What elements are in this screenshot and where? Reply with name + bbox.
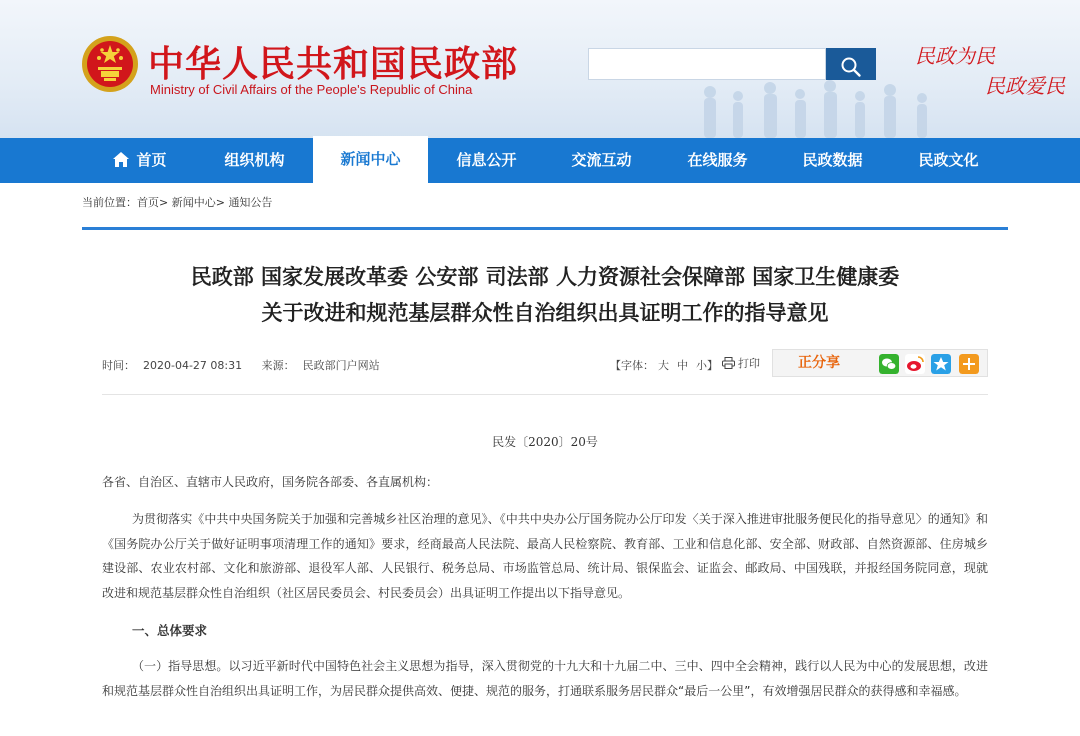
slogan-line-1: 民政为民 [915,44,995,68]
printer-icon [722,357,735,369]
nav-item-civil-data[interactable]: 民政数据 [802,151,863,169]
nav-item-online-service[interactable]: 在线服务 [687,151,748,169]
more-plus-icon[interactable] [959,354,979,374]
font-size-selector [610,357,722,373]
national-emblem-logo [80,34,140,94]
people-silhouette-decoration [690,78,950,138]
article-title-line-1: 民政部 国家发展改革委 公安部 司法部 人力资源社会保障部 国家卫生健康委 [190,265,900,289]
document-number: 民发〔2020〕20号 [492,435,598,449]
print-button[interactable] [722,355,760,371]
addressee-line: 各省、自治区、直辖市人民政府，国务院各部委、各直属机构： [102,475,439,489]
section-heading-1: 一、总体要求 [132,623,208,638]
wechat-icon[interactable] [879,354,899,374]
article-meta [102,357,396,373]
qzone-icon[interactable] [931,354,951,374]
font-size-small-button[interactable]: 小】 [696,359,718,372]
search-input[interactable] [588,48,826,80]
search-icon [840,56,862,78]
font-size-medium-button[interactable]: 中 [677,359,688,372]
breadcrumb [82,194,272,210]
share-bar [772,349,988,377]
body-paragraph-1: 为贯彻落实《中共中央国务院关于加强和完善城乡社区治理的意见》、《中共中央办公厅国务院办公厅印发〈关于深入推进审批服务便民化的指导意见〉的通知》和《国务院办公厅关于做好证明事项清理工作的通知》要求，经商最高人民法院、最高人民检察院、教育部、工业和信息化部、安全部、财政部、自然资源部、住房城乡建设部、农业农村部、文化和旅游部、退役军人部、人民银行、税务总局、市场监管总局、统计局、银保监会、证监会、邮政局、中国残联，并报经国务院同意，现就改进和规范基层群众性自治组织（社区居民委员会、村民委员会）出具证明工作提出以下指导意见。 [102,512,988,600]
nav-item-organization[interactable]: 组织机构 [224,151,285,169]
time-value: 2020-04-27 08:31 [143,359,243,372]
home-icon [112,151,130,168]
source-label: 来源： 民政部门户网站 [261,359,380,372]
site-header [0,0,1080,138]
nav-item-label: 首页 [136,151,167,169]
breadcrumb-news-link[interactable]: 新闻中心 [171,196,216,209]
breadcrumb-notice-link[interactable]: 通知公告 [228,196,273,209]
breadcrumb-separator: > [215,196,225,209]
search-button[interactable] [826,48,876,80]
article-container [82,227,1008,736]
article-top-divider [82,227,1008,230]
nav-item-info-disclosure[interactable]: 信息公开 [456,151,517,169]
print-label: 打印 [738,357,760,370]
nav-item-civil-culture[interactable]: 民政文化 [918,151,979,169]
font-size-label: 【字体： [610,359,654,372]
time-label: 时间： 2020-04-27 08:31 [102,359,243,372]
site-subtitle-en: Ministry of Civil Affairs of the People's Republic of China [150,82,473,97]
nav-item-home[interactable] [82,138,197,183]
nav-item-news-center[interactable]: 新闻中心 [313,136,428,183]
source-value: 民政部门户网站 [302,359,380,372]
nav-item-interaction[interactable]: 交流互动 [571,151,632,169]
slogan-line-2: 民政爱民 [985,74,1065,98]
meta-divider [102,394,988,395]
share-button[interactable]: 正分享 [798,355,840,371]
breadcrumb-separator: > [159,196,169,209]
main-nav [0,138,1080,183]
site-title: 中华人民共和国民政部 [148,44,519,85]
breadcrumb-home-link[interactable]: 首页 [137,196,159,209]
article-title-line-2: 关于改进和规范基层群众性自治组织出具证明工作的指导意见 [261,301,829,325]
breadcrumb-prefix: 当前位置： [82,196,137,209]
font-size-large-button[interactable]: 大 [658,359,669,372]
body-paragraph-2: （一）指导思想。以习近平新时代中国特色社会主义思想为指导，深入贯彻党的十九大和十九届二中、三中、四中全会精神，践行以人民为中心的发展思想，改进和规范基层群众性自治组织出具证明工作，为居民群众提供高效、便捷、规范的服务，打通联系服务居民群众“最后一公里”，有效增强居民群众的获得感和幸福感。 [102,659,988,698]
weibo-icon[interactable] [905,354,925,374]
